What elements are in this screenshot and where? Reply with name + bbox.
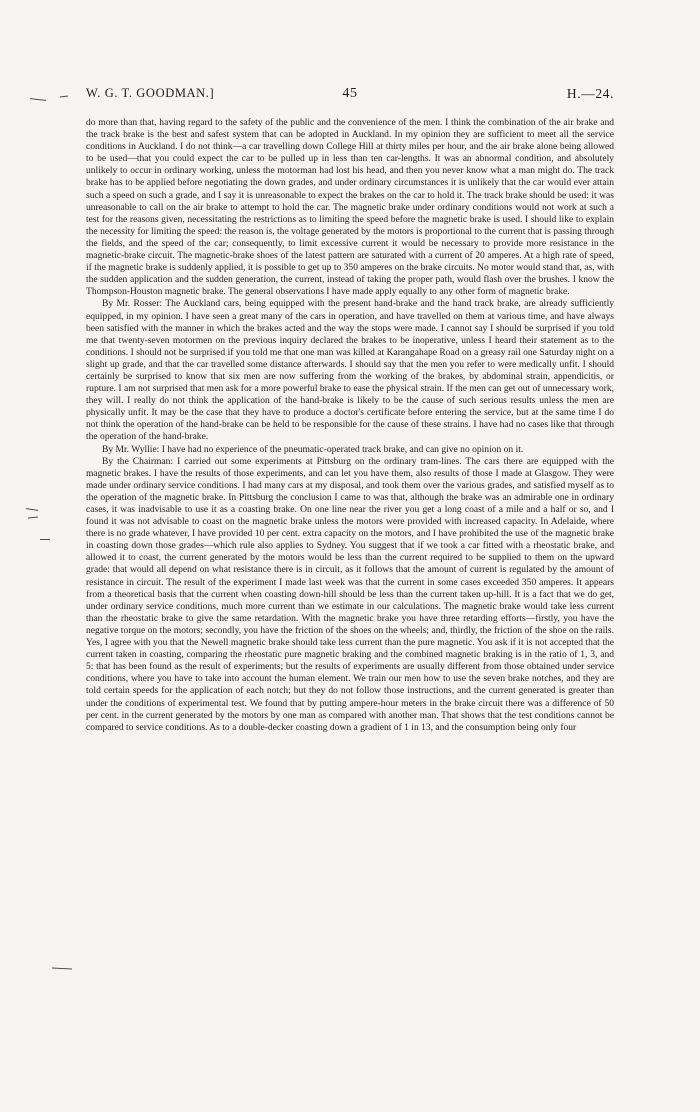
margin-mark — [52, 967, 72, 969]
paragraph: do more than that, having regard to the safety of the public and the convenience of the men. I think the combination of the air brake and the track brake is the best and safest system that can be adopted in Auckland. In my opinion they are sufficient to meet all the service conditions in Auckland. I do not think—a car travelling down College Hill at thirty miles per hour, and the air brake alone being allowed to be used—that you could expect the car to be pulled up in less than ten car-lengths. It was an abnormal condition, and absolutely unlikely to occur in ordinary working, unless the motorman had lost his head, and then you never know what a man might do. The track brake has to be applied before negotiating the down grades, and under ordinary circumstances it is unlikely that the car would ever attain such a speed on such a grade, and I say it is unreasonable to expect the brakes on the car to hold it. The track brake should be used: it was unreasonable to call on the air brake to attempt to hold the car. The magnetic brake under ordinary conditions would not work at such a test for the reasons given, necessitating the restrictions as to limiting the speed before the magnetic brake is used. I should like to explain the necessity for limiting the speed: the reason is, the voltage generated by the motors is proportional to the current that is passing through the fields, and the speed of the car; consequently, to limit excessive current it would be necessary to provide more resistance in the magnetic-brake circuit. The magnetic-brake shoes of the latest pattern are saturated with a current of 20 amperes. At a high rate of speed, if the magnetic brake is suddenly applied, it is possible to get up to 350 amperes on the brake circuits. No motor would stand that, as, with the sudden application and the sudden generation, the current, instead of taking the proper path, would flash over the brushes. I know the Thompson-Houston magnetic brake. The general observations I have made apply equally to any other form of magnetic brake. — [86, 117, 614, 298]
body-text — [86, 117, 614, 734]
paragraph: By the Chairman: I carried out some experiments at Pittsburg on the ordinary tram-lines. The cars there are equipped with the magnetic brakes. I have the results of those experiments, and can let you have them, also results of those I made at Glasgow. They were made under ordinary service conditions. I had many cars at my disposal, and took them over the various grades, and satisfied myself as to the operation of the magnetic brake. In Pittsburg the conclusion I came to was that, although the brake was an admirable one in ordinary cases, it was inadvisable to use it as a coasting brake. On one line near the river you get a long coast of a mile and a half or so, and I found it was not advisable to coast on the magnetic brake unless the motors were provided with increased capacity. In Adelaide, where there is no grade whatever, I have provided 10 per cent. extra capacity on the motors, and I have prohibited the use of the magnetic brake in coasting down those grades—which rule also applies to Sydney. You suggest that if we took a car fitted with a rheostatic brake, and allowed it to coast, the current generated by the motors would be less than the current required to be supplied to them on the upward grade: that would all depend on what resistance there is in circuit, as it follows that the amount of current is regulated by the amount of resistance in circuit. The result of the experiment I made last week was that the current in some cases exceeded 350 amperes. It appears from a theoretical basis that the current when coasting down-hill should be less than the current taken up-hill. It is a fact that we do get, under ordinary service conditions, much more current than we estimate in our calculations. The magnetic brake would take less current than the rheostatic brake to give the same retardation. With the magnetic brake you have three retarding efforts—firstly, you have the negative torque on the motors; secondly, you have the friction of the shoes on the wheels; and, thirdly, the friction of the shoe on the rails. Yes, I agree with you that the Newell magnetic brake should take less current than the pure magnetic. You ask if it is not accepted that the current taken in coasting, comparing the rheostatic pure magnetic braking and the combined magnetic braking is in the ratio of 1, 3, and 5: that has been found as the result of experiments; but the results of experiments are usually different from those obtained under service conditions, where you have to take into account the human element. We train our men how to use the seven brake notches, and they are told certain speeds for the application of each notch; but they do not follow those instructions, and the current generated is greater than under the conditions of experimental test. We found that by putting ampere-hour meters in the brake circuit there was a difference of 50 per cent. in the current generated by the motors by one man as compared with another man. That shows that the test conditions cannot be compared to service conditions. As to a double-decker coasting down a gradient of 1 in 13, and the consumption being only four — [86, 455, 614, 733]
page-header — [86, 86, 614, 108]
page-number: 45 — [342, 86, 358, 101]
margin-mark — [60, 95, 68, 97]
document-reference: H.—24. — [566, 86, 614, 101]
paragraph: By Mr. Wyllie: I have had no experience of the pneumatic-operated track brake, and can give no opinion on it. — [102, 443, 524, 455]
margin-mark — [40, 539, 50, 540]
margin-mark — [26, 508, 38, 511]
margin-mark — [28, 516, 38, 518]
running-head-author: W. G. T. GOODMAN.] — [86, 86, 215, 100]
margin-mark — [30, 98, 46, 101]
paragraph: By Mr. Rosser: The Auckland cars, being equipped with the present hand-brake and the hand track brake, are already sufficiently equipped, in my opinion. I have seen a great many of the cars in operation, and have travelled on them at various time, and have always been satisfied with the manner in which the brakes acted and the way the stops were made. I cannot say I should be surprised if you told me that twenty-seven motormen on the previous inquiry declared the brakes to be inoperative, unless I heard their statement as to the conditions. I should not be surprised if you told me that one man was killed at Karangahape Road on a greasy rail one Saturday night on a slight up grade, and that the car travelled some distance afterwards. I should say that the men you refer to were medically unfit. I should certainly be surprised to know that six men are now suffering from the working of the brakes, by abdominal strain, appendicitis, or rupture. I am not surprised that men ask for a more powerful brake to ease the physical strain. If the men can get out of unnecessary work, they will. I really do not think the application of the hand-brake is likely to be the cause of such serious results unless the men are physically unfit. It may be the case that they have to produce a doctor's certificate before entering the service, but at the same time I do not think the operation of the hand-brake can be held to be responsible for the cause of these strains. I have had no cases like that through the operation of the hand-brake. — [86, 298, 614, 443]
